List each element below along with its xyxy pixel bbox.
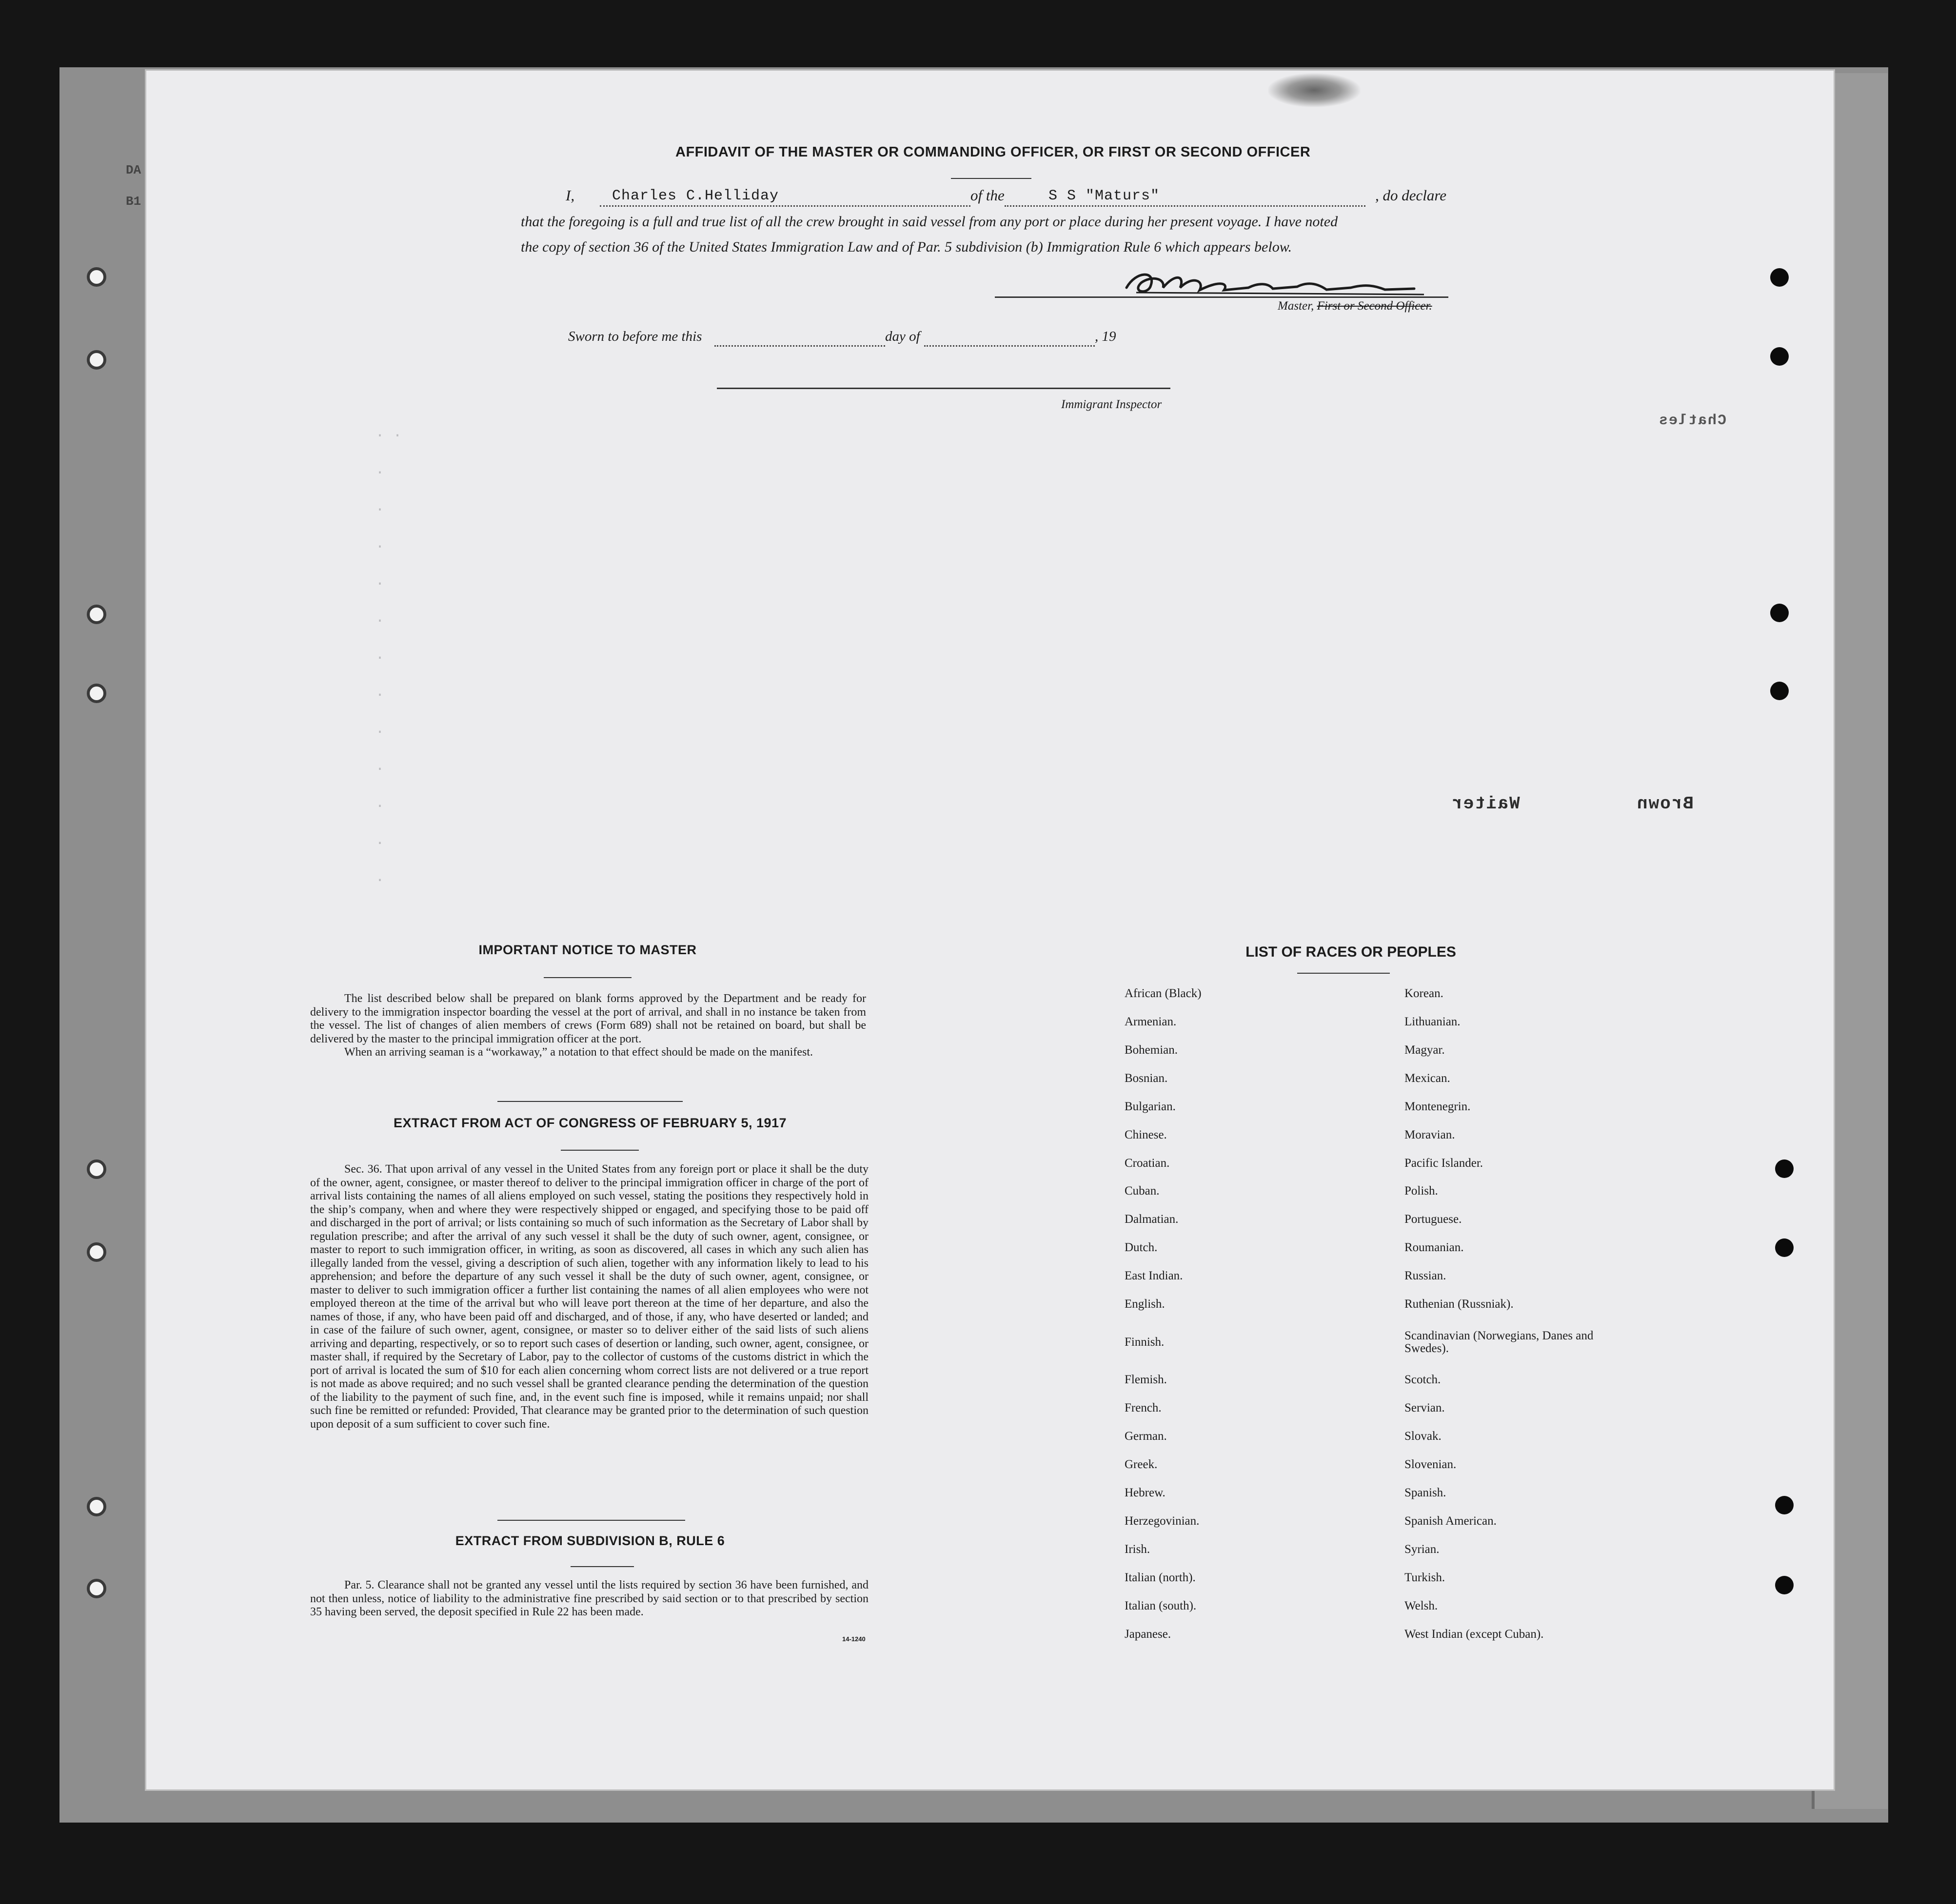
heading-rule xyxy=(544,977,632,978)
race-list-item: Italian (north). xyxy=(1125,1571,1196,1584)
race-list-item: Bulgarian. xyxy=(1125,1100,1176,1113)
sworn-month-dotted-line xyxy=(924,345,1095,347)
race-list-item: Scandinavian (Norwegians, Danes and Swedes). xyxy=(1404,1329,1594,1355)
struck-officer-label: First or Second Officer. xyxy=(1317,299,1432,313)
race-list-item: Italian (south). xyxy=(1125,1599,1197,1612)
punch-hole-icon xyxy=(1770,682,1789,700)
heading-rule xyxy=(571,1566,634,1567)
form-number: 14-1240 xyxy=(842,1635,866,1643)
declaration-text-line: that the foregoing is a full and true list of all the crew brought in said vessel from any port or place during her present voyage. I have noted xyxy=(521,214,1338,230)
punch-hole-icon xyxy=(1770,347,1789,366)
race-list-item: Servian. xyxy=(1404,1401,1445,1414)
race-list-item: West Indian (except Cuban). xyxy=(1404,1628,1544,1641)
of-the-label: of the xyxy=(970,187,1005,204)
race-list-item: Japanese. xyxy=(1125,1628,1171,1641)
punch-hole-icon xyxy=(1770,604,1789,622)
race-list-item: Polish. xyxy=(1404,1184,1438,1197)
race-list-item: French. xyxy=(1125,1401,1162,1414)
binder-hole-icon xyxy=(87,1497,106,1516)
race-list-item: Greek. xyxy=(1125,1458,1158,1471)
declaration-suffix: , do declare xyxy=(1375,187,1447,204)
race-list-item: Turkish. xyxy=(1404,1571,1445,1584)
margin-mark: DA xyxy=(126,163,141,177)
race-list-item: Russian. xyxy=(1404,1269,1446,1282)
section-rule xyxy=(497,1520,685,1521)
race-list-item: Slovenian. xyxy=(1404,1458,1457,1471)
race-list-item: Bohemian. xyxy=(1125,1043,1178,1057)
race-list-item: Slovak. xyxy=(1404,1430,1442,1443)
race-list-item: East Indian. xyxy=(1125,1269,1183,1282)
binder-hole-icon xyxy=(87,684,106,703)
heading-rule xyxy=(1297,973,1390,974)
race-list-item: Korean. xyxy=(1404,987,1443,1000)
race-list-item: Dalmatian. xyxy=(1125,1213,1179,1226)
punch-hole-icon xyxy=(1775,1576,1794,1594)
margin-mark: B1 xyxy=(126,194,141,209)
race-list-item: Irish. xyxy=(1125,1543,1150,1556)
paper-tear-mark xyxy=(1268,73,1361,107)
race-list-item: Syrian. xyxy=(1404,1543,1440,1556)
master-label xyxy=(1278,299,1432,313)
master-label-text: Master, xyxy=(1278,299,1314,313)
race-list-item: Roumanian. xyxy=(1404,1241,1464,1254)
race-list-item: Spanish. xyxy=(1404,1486,1446,1499)
race-list-item: Armenian. xyxy=(1125,1015,1177,1028)
race-list-item: African (Black) xyxy=(1125,987,1202,1000)
binder-hole-icon xyxy=(87,605,106,624)
affidavit-title: AFFIDAVIT OF THE MASTER OR COMMANDING OFFICER, OR FIRST OR SECOND OFFICER xyxy=(675,144,1311,160)
notice-paragraph: When an arriving seaman is a “workaway,” a notation to that effect should be made on the manifest. xyxy=(344,1046,813,1059)
race-list-item: Ruthenian (Russniak). xyxy=(1404,1297,1514,1311)
bleed-through-text: Chatles xyxy=(1658,412,1727,429)
race-list-item: Chinese. xyxy=(1125,1128,1167,1141)
punch-hole-icon xyxy=(1770,268,1789,287)
punch-hole-icon xyxy=(1775,1159,1794,1178)
binder-hole-icon xyxy=(87,1579,106,1598)
race-list-item: German. xyxy=(1125,1430,1167,1443)
race-list-item: Dutch. xyxy=(1125,1241,1158,1254)
punch-hole-icon xyxy=(1775,1238,1794,1257)
race-list-item: Spanish American. xyxy=(1404,1514,1497,1528)
year-label: , 19 xyxy=(1095,329,1116,344)
race-list-item: Welsh. xyxy=(1404,1599,1438,1612)
act-extract-body xyxy=(310,1163,869,1431)
race-list-item: Montenegrin. xyxy=(1404,1100,1471,1113)
race-list-item: Lithuanian. xyxy=(1404,1015,1461,1028)
inspector-signature-line xyxy=(717,388,1170,389)
race-list-item: Herzegovinian. xyxy=(1125,1514,1200,1528)
signature-line xyxy=(995,296,1448,298)
rule-extract-heading: EXTRACT FROM SUBDIVISION B, RULE 6 xyxy=(455,1533,725,1548)
notice-body xyxy=(310,992,866,1060)
day-of-label: day of xyxy=(885,329,920,344)
inspector-label: Immigrant Inspector xyxy=(1061,398,1162,411)
name-dotted-line xyxy=(600,205,970,207)
act-extract-heading: EXTRACT FROM ACT OF CONGRESS OF FEBRUARY 5, 1917 xyxy=(393,1116,787,1130)
declaration-prefix: I, xyxy=(566,187,575,204)
binder-hole-icon xyxy=(87,267,106,287)
race-list-item: Finnish. xyxy=(1125,1335,1165,1349)
sworn-day-dotted-line xyxy=(714,345,885,347)
notice-paragraph: The list described below shall be prepared on blank forms approved by the Department and be ready for delivery to the immigration inspector boarding the vessel at the port of arrival, and shall in no instance be taken from the vessel. The list of changes of alien members of crews (Form 689) shall not be retained on board, but shall be delivered by the master to the principal immigration officer at the port. xyxy=(310,992,866,1045)
binder-hole-icon xyxy=(87,350,106,370)
title-rule xyxy=(951,178,1031,179)
bleed-through-text: Waiter xyxy=(1451,794,1520,814)
bleed-through-text: Brown xyxy=(1636,794,1694,814)
race-list-item: Magyar. xyxy=(1404,1043,1445,1057)
binder-hole-icon xyxy=(87,1242,106,1262)
notice-heading: IMPORTANT NOTICE TO MASTER xyxy=(478,942,697,957)
race-list-item: Scotch. xyxy=(1404,1373,1441,1386)
declaration-line xyxy=(566,187,1453,211)
document-page xyxy=(146,71,1834,1789)
act-extract-paragraph: Sec. 36. That upon arrival of any vessel in the United States from any foreign port or place it shall be the duty of the owner, agent, consignee, or master thereof to deliver to the principal immigration officer in charge of the port of arrival lists containing the names of all aliens employed on such vessel, stating the positions they respectively hold in the ship’s company, when and where they were respectively shipped or engaged, and specifying those to be paid off and discharged in the port of arrival; or lists containing so much of such information as the Secretary of Labor shall by regulation prescribe; and after the arrival of any such vessel it shall be the duty of such owner, agent, consignee, or master to report to such immigration officer, in writing, as soon as discovered, all cases in which any such alien has illegally landed from the vessel, giving a description of such alien, together with any information likely to lead to his apprehension; and before the departure of any such vessel it shall be the duty of such owner, agent, consignee, or master to deliver to such immigration officer a further list containing the names of all alien employees who were not employed thereon at the time of the arrival but who will leave port thereon at the time of her departure, and also the names of those, if any, who have been paid off and discharged, and of those, if any, who have deserted or landed; and in case of the failure of such owner, agent, consignee, or master so to deliver either of the said lists of such aliens arriving and departing, respectively, or so to report such cases of desertion or landing, such owner, agent, consignee, or master shall, if required by the Secretary of Labor, pay to the collector of customs of the customs district in which the port of arrival is located the sum of $10 for each alien concerning whom correct lists are not delivered or a true report is not made as above required; and no such vessel shall be granted clearance pending the determination of the question of the liability to the payment of such fine, and, in the event such fine is imposed, while it remains unpaid; nor shall such fine be remitted or refunded: Provided, That clearance may be granted prior to the determination of such question upon deposit of a sum sufficient to cover such fine. xyxy=(310,1163,869,1431)
races-heading: LIST OF RACES OR PEOPLES xyxy=(1245,944,1456,960)
race-list-item: Moravian. xyxy=(1404,1128,1455,1141)
declaration-text-line: the copy of section 36 of the United States Immigration Law and of Par. 5 subdivision (b) Immigration Rule 6 which appears below. xyxy=(521,239,1292,255)
race-list-item: Croatian. xyxy=(1125,1157,1170,1170)
sworn-prefix: Sworn to before me this xyxy=(568,329,702,344)
section-rule xyxy=(497,1101,683,1102)
binder-hole-icon xyxy=(87,1159,106,1179)
race-list-item: Mexican. xyxy=(1404,1072,1450,1085)
rule-extract-paragraph: Par. 5. Clearance shall not be granted any vessel until the lists required by section 36 have been furnished, and not then unless, notice of liability to the administrative fine prescribed by said section or to that prescribed by section 35 having been served, the deposit specified in Rule 22 has been made. xyxy=(310,1579,869,1618)
vessel-name: S S "Maturs" xyxy=(1048,188,1160,204)
race-list-item: Bosnian. xyxy=(1125,1072,1168,1085)
race-list-item: Pacific Islander. xyxy=(1404,1157,1483,1170)
race-list-item: Cuban. xyxy=(1125,1184,1160,1197)
race-list-item: Portuguese. xyxy=(1404,1213,1462,1226)
race-list-item: Hebrew. xyxy=(1125,1486,1166,1499)
race-list-item: English. xyxy=(1125,1297,1165,1311)
rule-extract-body xyxy=(310,1579,869,1619)
race-list-item: Flemish. xyxy=(1125,1373,1167,1386)
ghost-bleed-column: . . . . . . . . . . . . . . xyxy=(375,425,402,886)
master-name: Charles C.Helliday xyxy=(612,188,779,204)
vessel-dotted-line xyxy=(1005,205,1365,207)
punch-hole-icon xyxy=(1775,1496,1794,1514)
heading-rule xyxy=(561,1150,639,1151)
